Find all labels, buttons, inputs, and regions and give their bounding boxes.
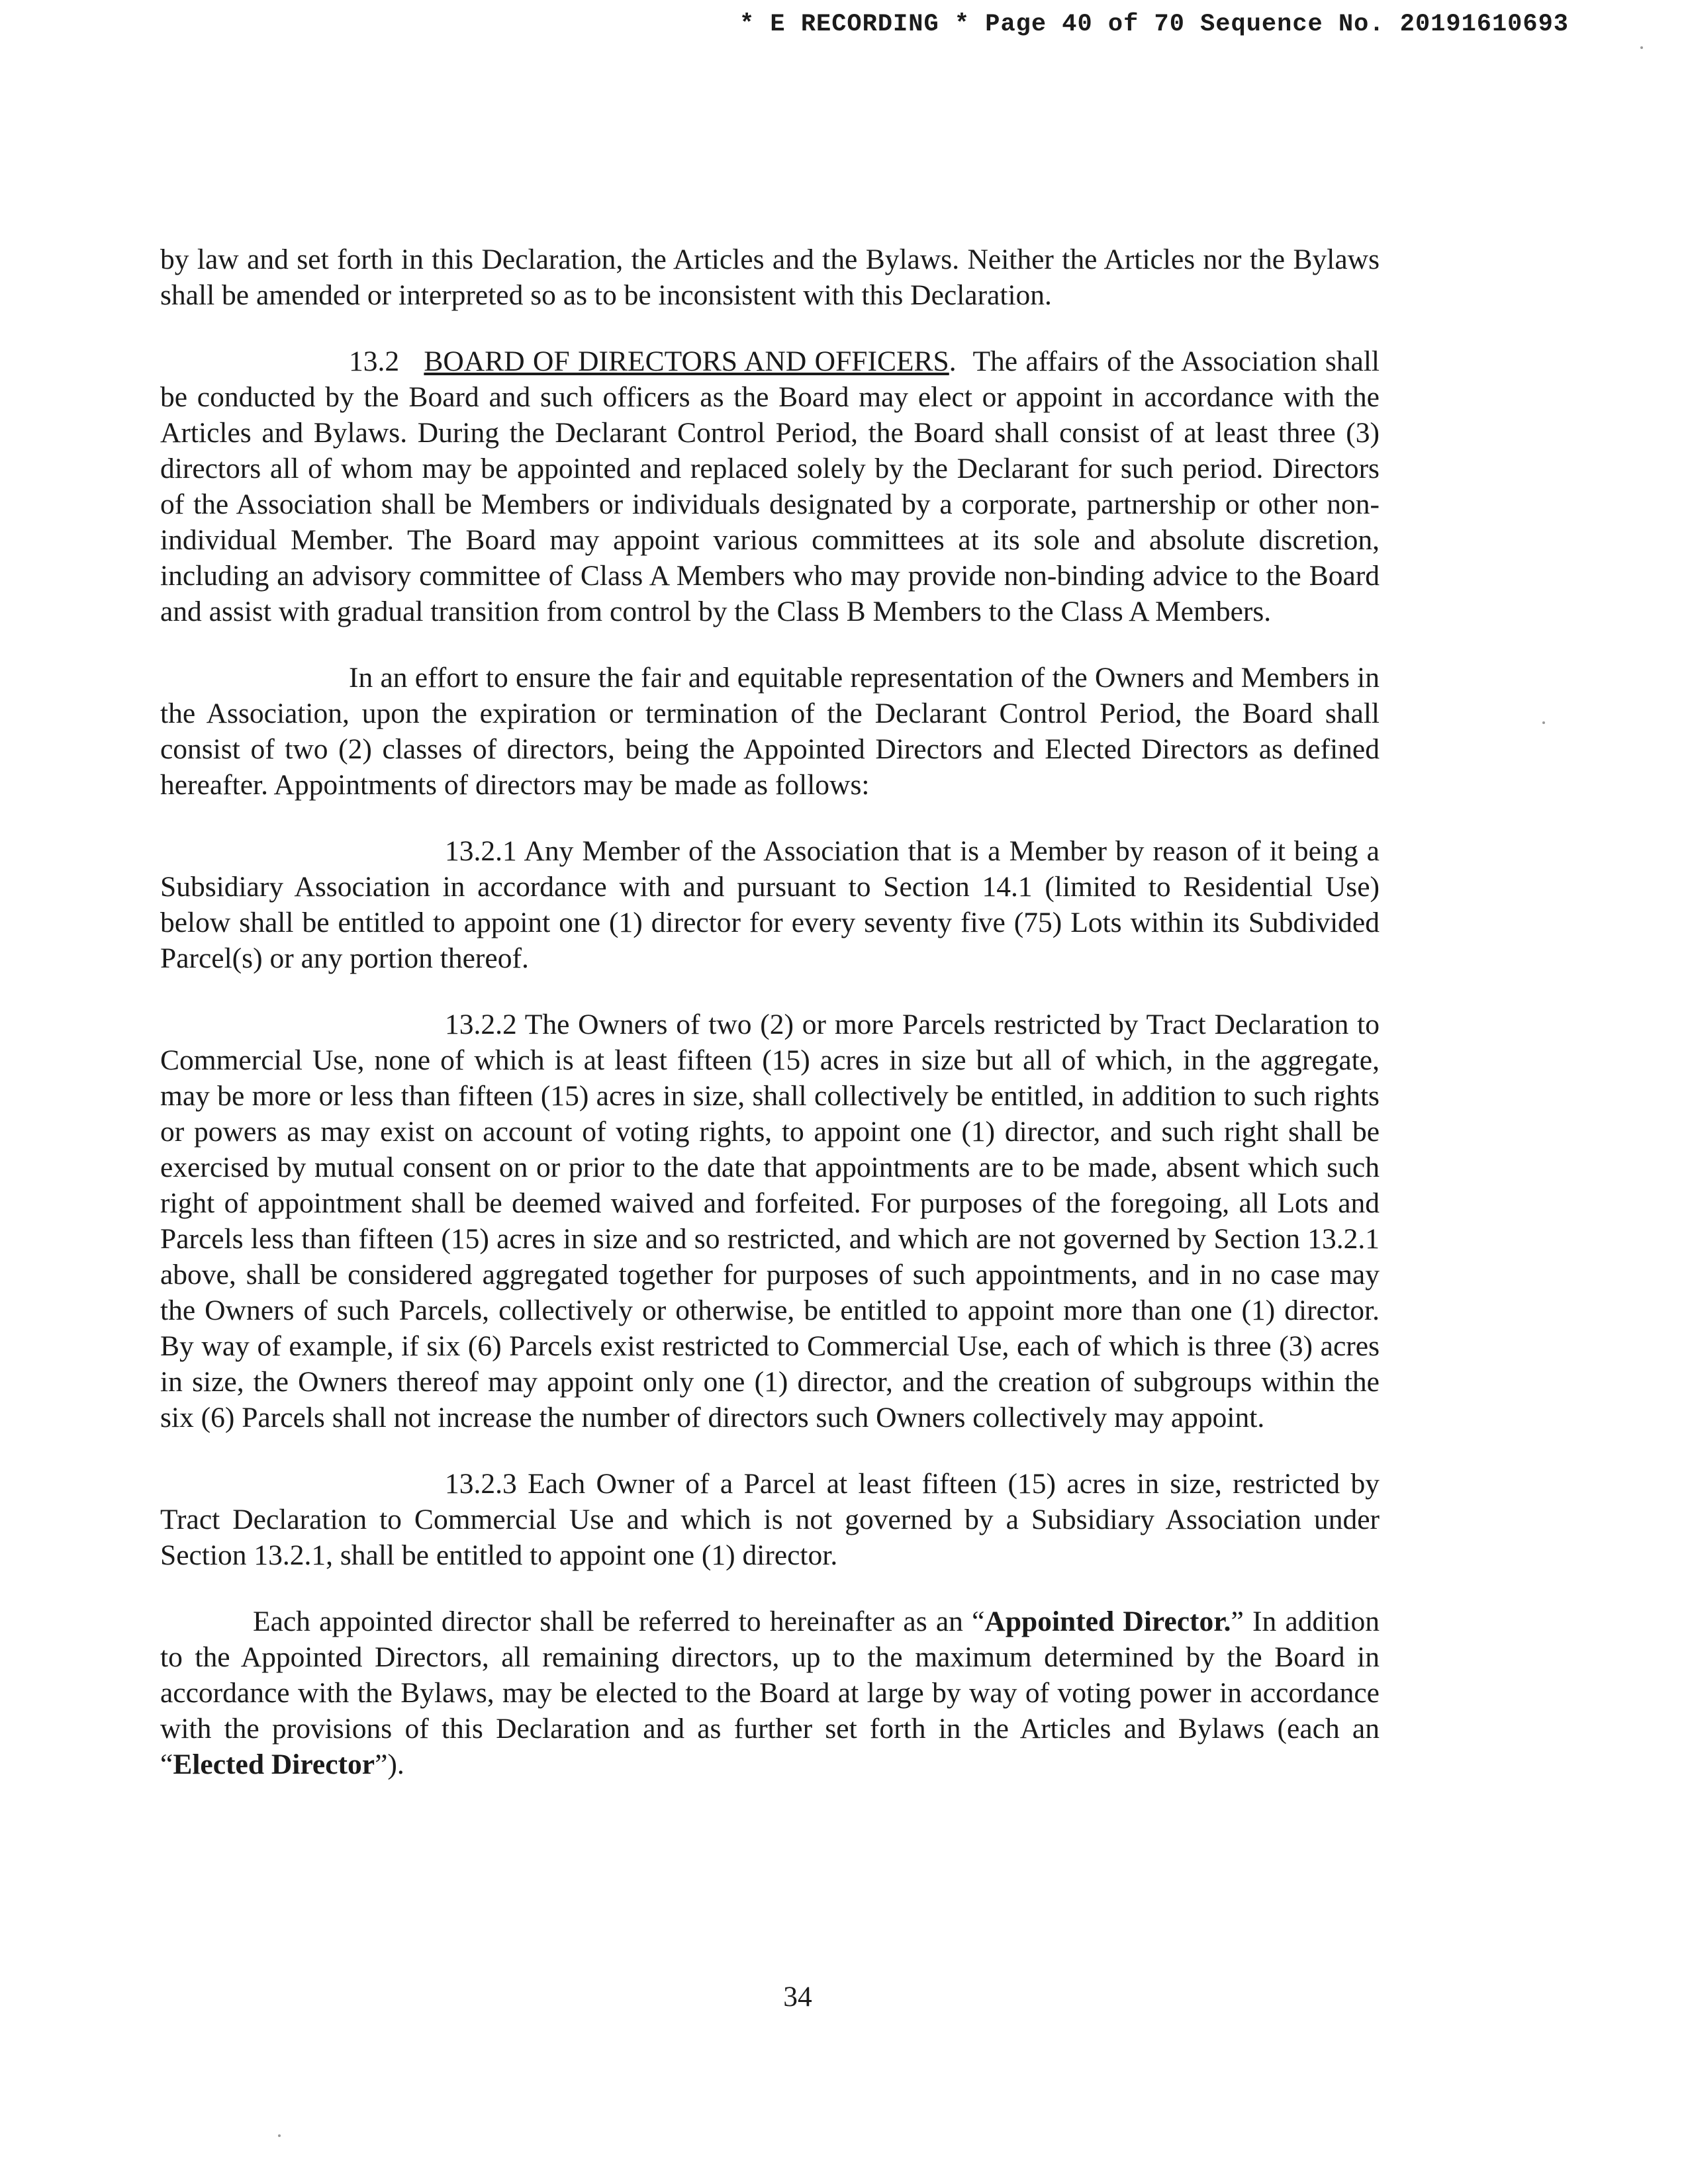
subsection-13-2-2: 13.2.2 The Owners of two (2) or more Parcels restricted by Tract Declaration to Commercial Use, none of which is at least fifteen (15) acres in size but all of which, in the aggregate, may be more or less than fifteen (15) acres in size, shall collectively be entitled, in addition to such rights or powers as may exist on account of voting rights, to appoint one (1) director, and such right shall be exercised by mutual consent on or prior to the date that appointments are to be made, absent which such right of appointment shall be deemed waived and forfeited. For purposes of the foregoing, all Lots and Parcels less than fifteen (15) acres in size and so restricted, and which are not governed by Section 13.2.1 above, shall be considered aggregated together for purposes of such appointments, and in no case may the Owners of such Parcels, collectively or otherwise, be entitled to appoint more than one (1) director. By way of example, if six (6) Parcels exist restricted to Commercial Use, each of which is three (3) acres in size, the Owners thereof may appoint only one (1) director, and the creation of subgroups within the six (6) Parcels shall not increase the number of directors such Owners collectively may appoint. (160, 1009, 1380, 1433)
section-number: 13.2 (349, 345, 400, 377)
definitions-text-a: Each appointed director shall be referred to hereinafter as an “ (253, 1606, 985, 1637)
scan-speck (1542, 721, 1545, 724)
definitions-text-b: ” In addition to the Appointed Directors, all remaining directors, up to the maximum determined by the Board in accordance with the Bylaws, may be elected to the Board at large by way of voting power in accordance with the provisions of this Declaration and as further set forth in the Articles and Bylaws (each an “ (160, 1606, 1380, 1780)
subsection-13-2-3: 13.2.3 Each Owner of a Parcel at least fifteen (15) acres in size, restricted by Tract Declaration to Commercial Use and which is not governed by a Subsidiary Association under Section 13.2.1, shall be entitled to appoint one (1) director. (160, 1468, 1380, 1571)
section-heading: BOARD OF DIRECTORS AND OFFICERS (424, 345, 949, 377)
heading-period: . (949, 345, 957, 377)
section-13-2 (160, 343, 1380, 629)
paragraph-representation: In an effort to ensure the fair and equitable representation of the Owners and Members in the Association, upon the expiration or termination of the Declarant Control Period, the Board shall consist of two (2) classes of directors, being the Appointed Directors and Elected Directors as defined hereafter. Appointments of directors may be made as follows: (160, 662, 1380, 801)
section-text: The affairs of the Association shall be conducted by the Board and such officers as the Board may elect or appoint in accordance with the Articles and Bylaws. During the Declarant Control Period, the Board shall consist of at least three (3) directors all of whom may be appointed and replaced solely by the Declarant for such period. Directors of the Association shall be Members or individuals designated by a corporate, partnership or other non-individual Member. The Board may appoint various committees at its sole and absolute discretion, including an advisory committee of Class A Members who may provide non-binding advice to the Board and assist with gradual transition from control by the Class B Members to the Class A Members. (160, 345, 1380, 627)
subsection-13-2-1: 13.2.1 Any Member of the Association that is a Member by reason of it being a Subsidiary Association in accordance with and pursuant to Section 14.1 (limited to Residential Use) below shall be entitled to appoint one (1) director for every seventy five (75) Lots within its Subdivided Parcel(s) or any portion thereof. (160, 835, 1380, 974)
term-appointed-director: Appointed Director. (984, 1606, 1231, 1637)
definitions-text-c: ”). (375, 1749, 404, 1780)
scan-speck (1640, 46, 1643, 49)
term-elected-director: Elected Director (173, 1749, 375, 1780)
page-number: 34 (783, 1981, 812, 2013)
paragraph-continuation: by law and set forth in this Declaration, the Articles and the Bylaws. Neither the Articles nor the Bylaws shall be amended or interpreted so as to be inconsistent with this Declaration. (160, 244, 1380, 311)
paragraph-director-definitions (160, 1604, 1380, 1782)
scan-speck (278, 2134, 281, 2137)
recording-stamp: * E RECORDING * Page 40 of 70 Sequence No. 20191610693 (739, 11, 1569, 38)
document-body (160, 242, 1380, 1813)
